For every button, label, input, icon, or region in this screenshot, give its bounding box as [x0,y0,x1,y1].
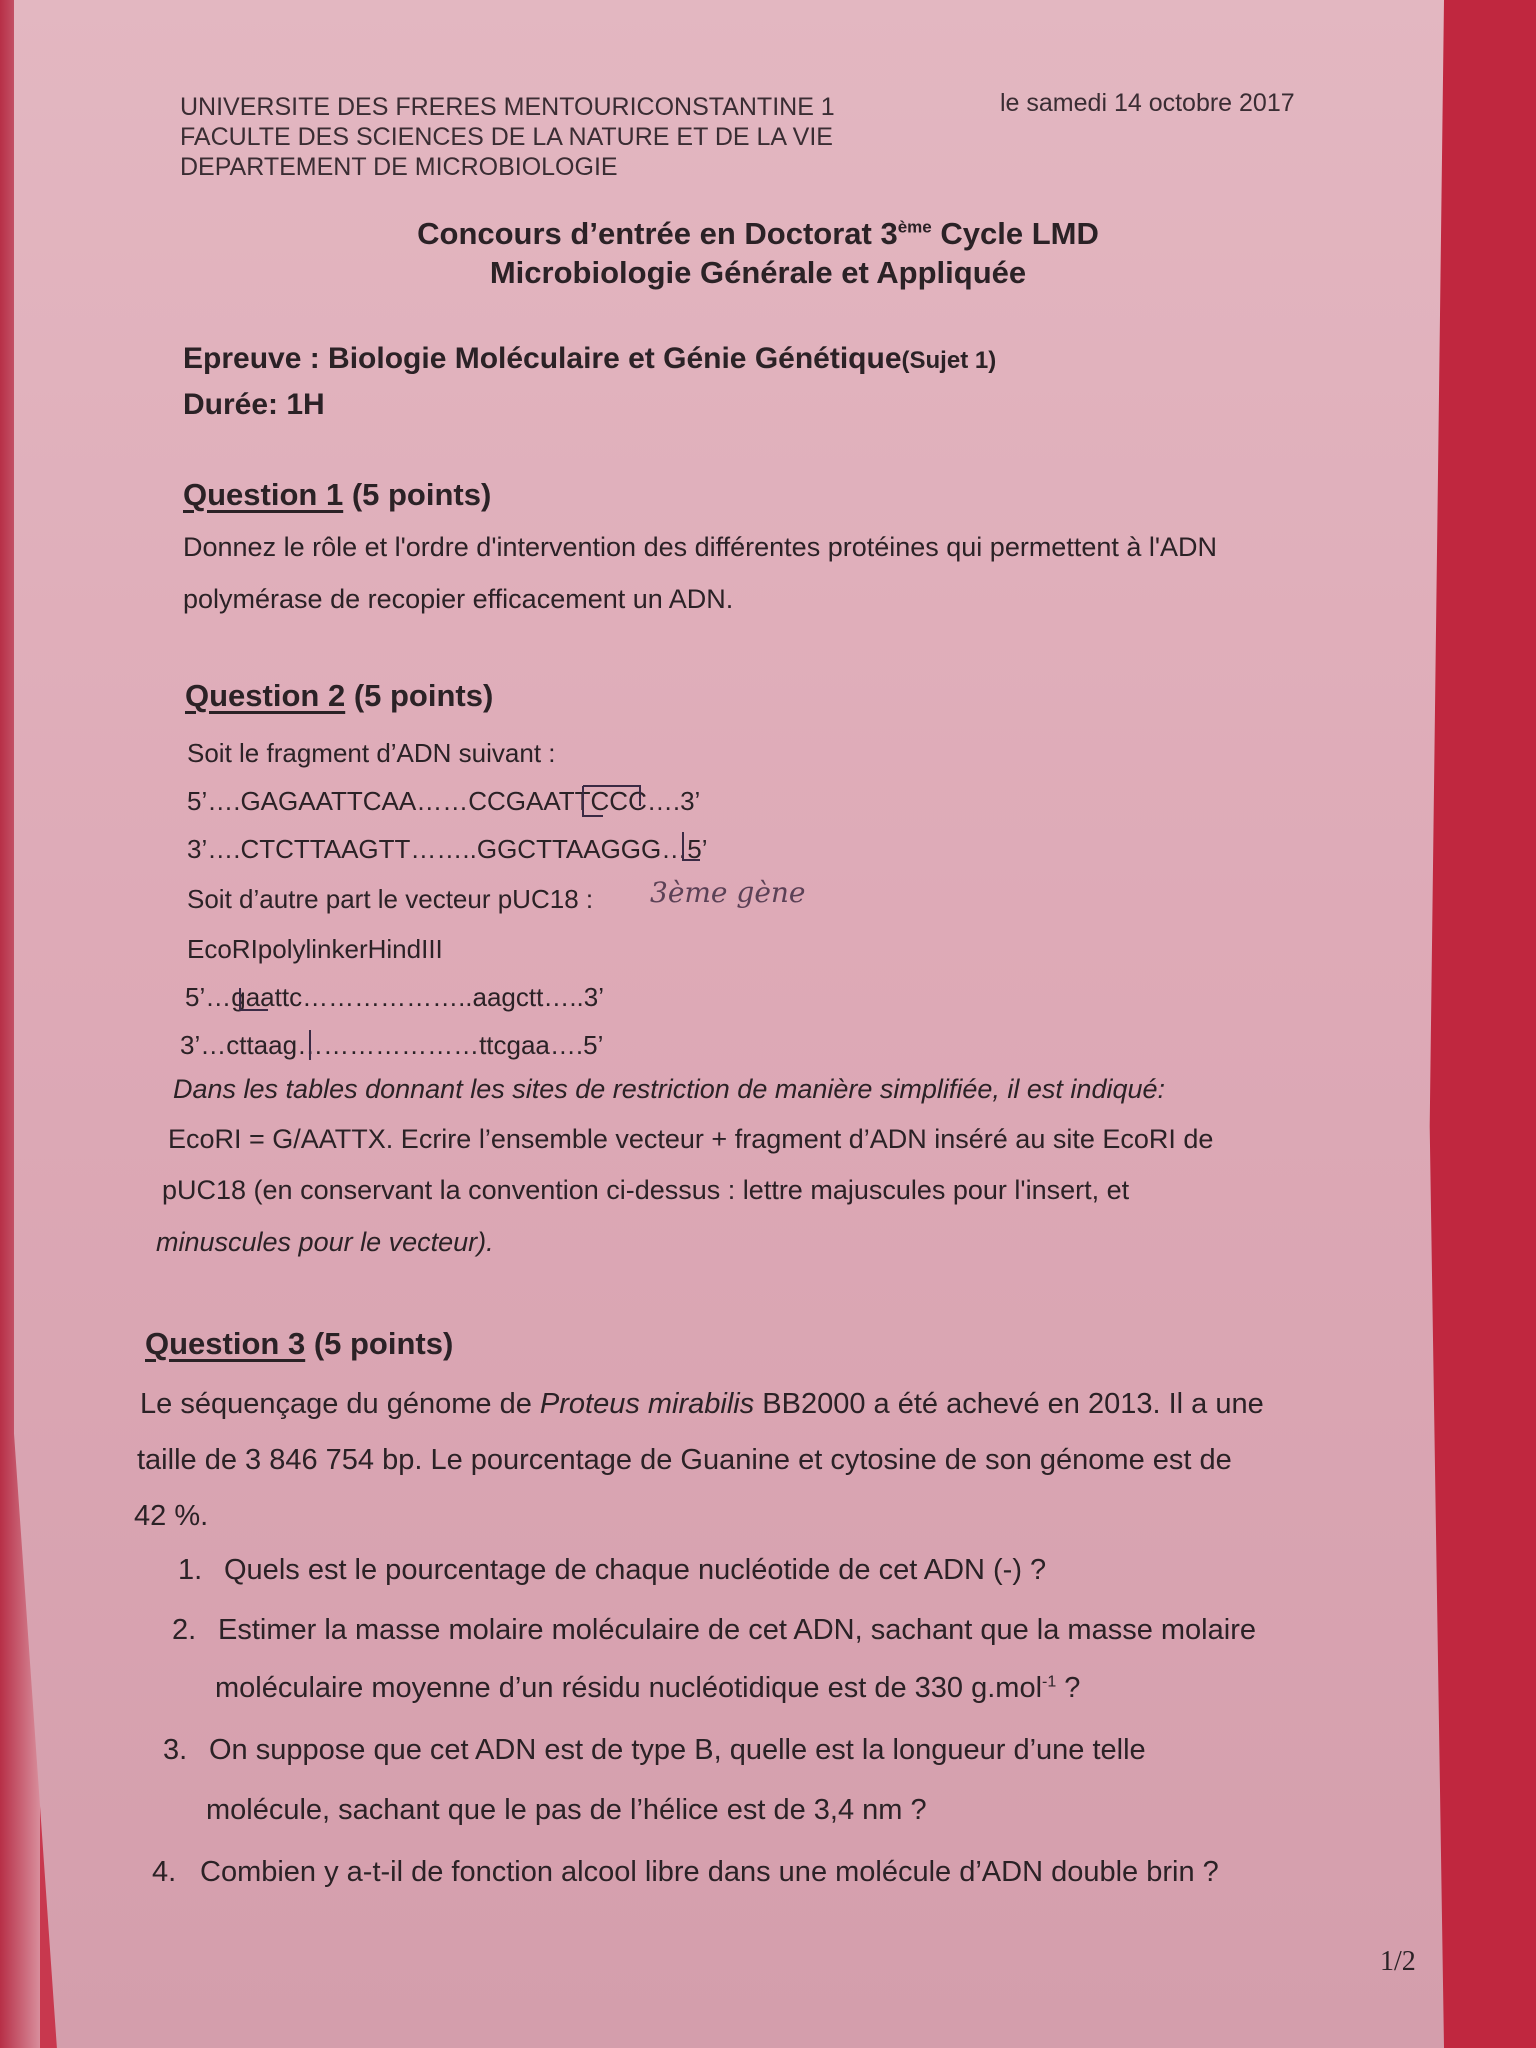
fragment-intro: Soit le fragment d’ADN suivant : [187,738,556,768]
exam-subtitle: Microbiologie Générale et Appliquée [489,255,1027,290]
dna-strand-bottom: 3’….CTCTTAAGTT……..GGCTTAAGGG…5’ [187,834,708,864]
list-item: 3. On suppose que cet ADN est de type B, quelle est la longueur d’une telle [163,1734,1146,1766]
question-2-heading: Question 2 (5 points) [185,678,494,713]
cut-mark-top [583,786,603,816]
question-3-text: taille de 3 846 754 bp. Le pourcentage de Guanine et cytosine de son génome est de [137,1444,1232,1476]
handwritten-note: 3ème gène [650,876,806,909]
page-number: 1/2 [1380,1946,1416,1977]
vector-strand-top: 5’…gaattc………………..aagctt…..3’ [185,982,605,1012]
question-2-text: EcoRI = G/AATTX. Ecrire l’ensemble vecteur + fragment d’ADN inséré au site EcoRI de [168,1124,1214,1154]
vector-intro: Soit d’autre part le vecteur pUC18 : [187,884,594,914]
dna-strand-top: 5’….GAGAATTCAA……CCGAATTCCC….3’ [187,786,701,816]
list-item: 4. Combien y a-t-il de fonction alcool libre dans une molécule d’ADN double brin ? [152,1856,1219,1888]
question-1-heading: Question 1 (5 points) [183,477,492,512]
department-name: DEPARTEMENT DE MICROBIOLOGIE [180,153,618,181]
duree-line: Durée: 1H [183,388,325,421]
question-2-text: Dans les tables donnant les sites de restriction de manière simplifiée, il est indiqué: [173,1074,1166,1104]
overhang-mark-top [583,786,640,806]
cut-mark-bottom [683,832,700,860]
university-name: UNIVERSITE DES FRERES MENTOURICONSTANTINE 1 [180,93,835,121]
question-3-heading: Question 3 (5 points) [145,1326,454,1361]
vector-cut-mark-top [240,988,268,1010]
exam-date: le samedi 14 octobre 2017 [1000,89,1295,117]
question-1-text: Donnez le rôle et l'ordre d'intervention des différentes protéines qui permettent à l'ADN [183,532,1218,562]
vector-strand-bottom: 3’…cttaag…………………ttcgaa….5’ [180,1030,604,1060]
vector-label: EcoRIpolylinkerHindIII [187,934,443,964]
exam-title: Concours d’entrée en Doctorat 3ème Cycle LMD [417,216,1099,251]
list-item: 2. Estimer la masse molaire moléculaire de cet ADN, sachant que la masse molaire [172,1614,1256,1646]
question-3-text: 42 %. [134,1500,209,1532]
question-3-text: Le séquençage du génome de Proteus mirabilis BB2000 a été achevé en 2013. Il a une [140,1388,1264,1420]
faculty-name: FACULTE DES SCIENCES DE LA NATURE ET DE LA VIE [180,123,833,151]
list-item: 1. Quels est le pourcentage de chaque nucléotide de cet ADN (-) ? [178,1554,1047,1586]
question-2-text: minuscules pour le vecteur). [156,1227,494,1257]
list-item: moléculaire moyenne d’un résidu nucléotidique est de 330 g.mol$^{-1}$ ? [215,1672,1081,1704]
list-item: molécule, sachant que le pas de l’hélice est de 3,4 nm ? [206,1794,927,1826]
question-2-text: pUC18 (en conservant la convention ci-dessus : lettre majuscules pour l'insert, et [162,1175,1130,1205]
question-1-text: polymérase de recopier efficacement un ADN. [183,584,734,614]
epreuve-line: Epreuve : Biologie Moléculaire et Génie Génétique(Sujet 1) [183,342,997,375]
